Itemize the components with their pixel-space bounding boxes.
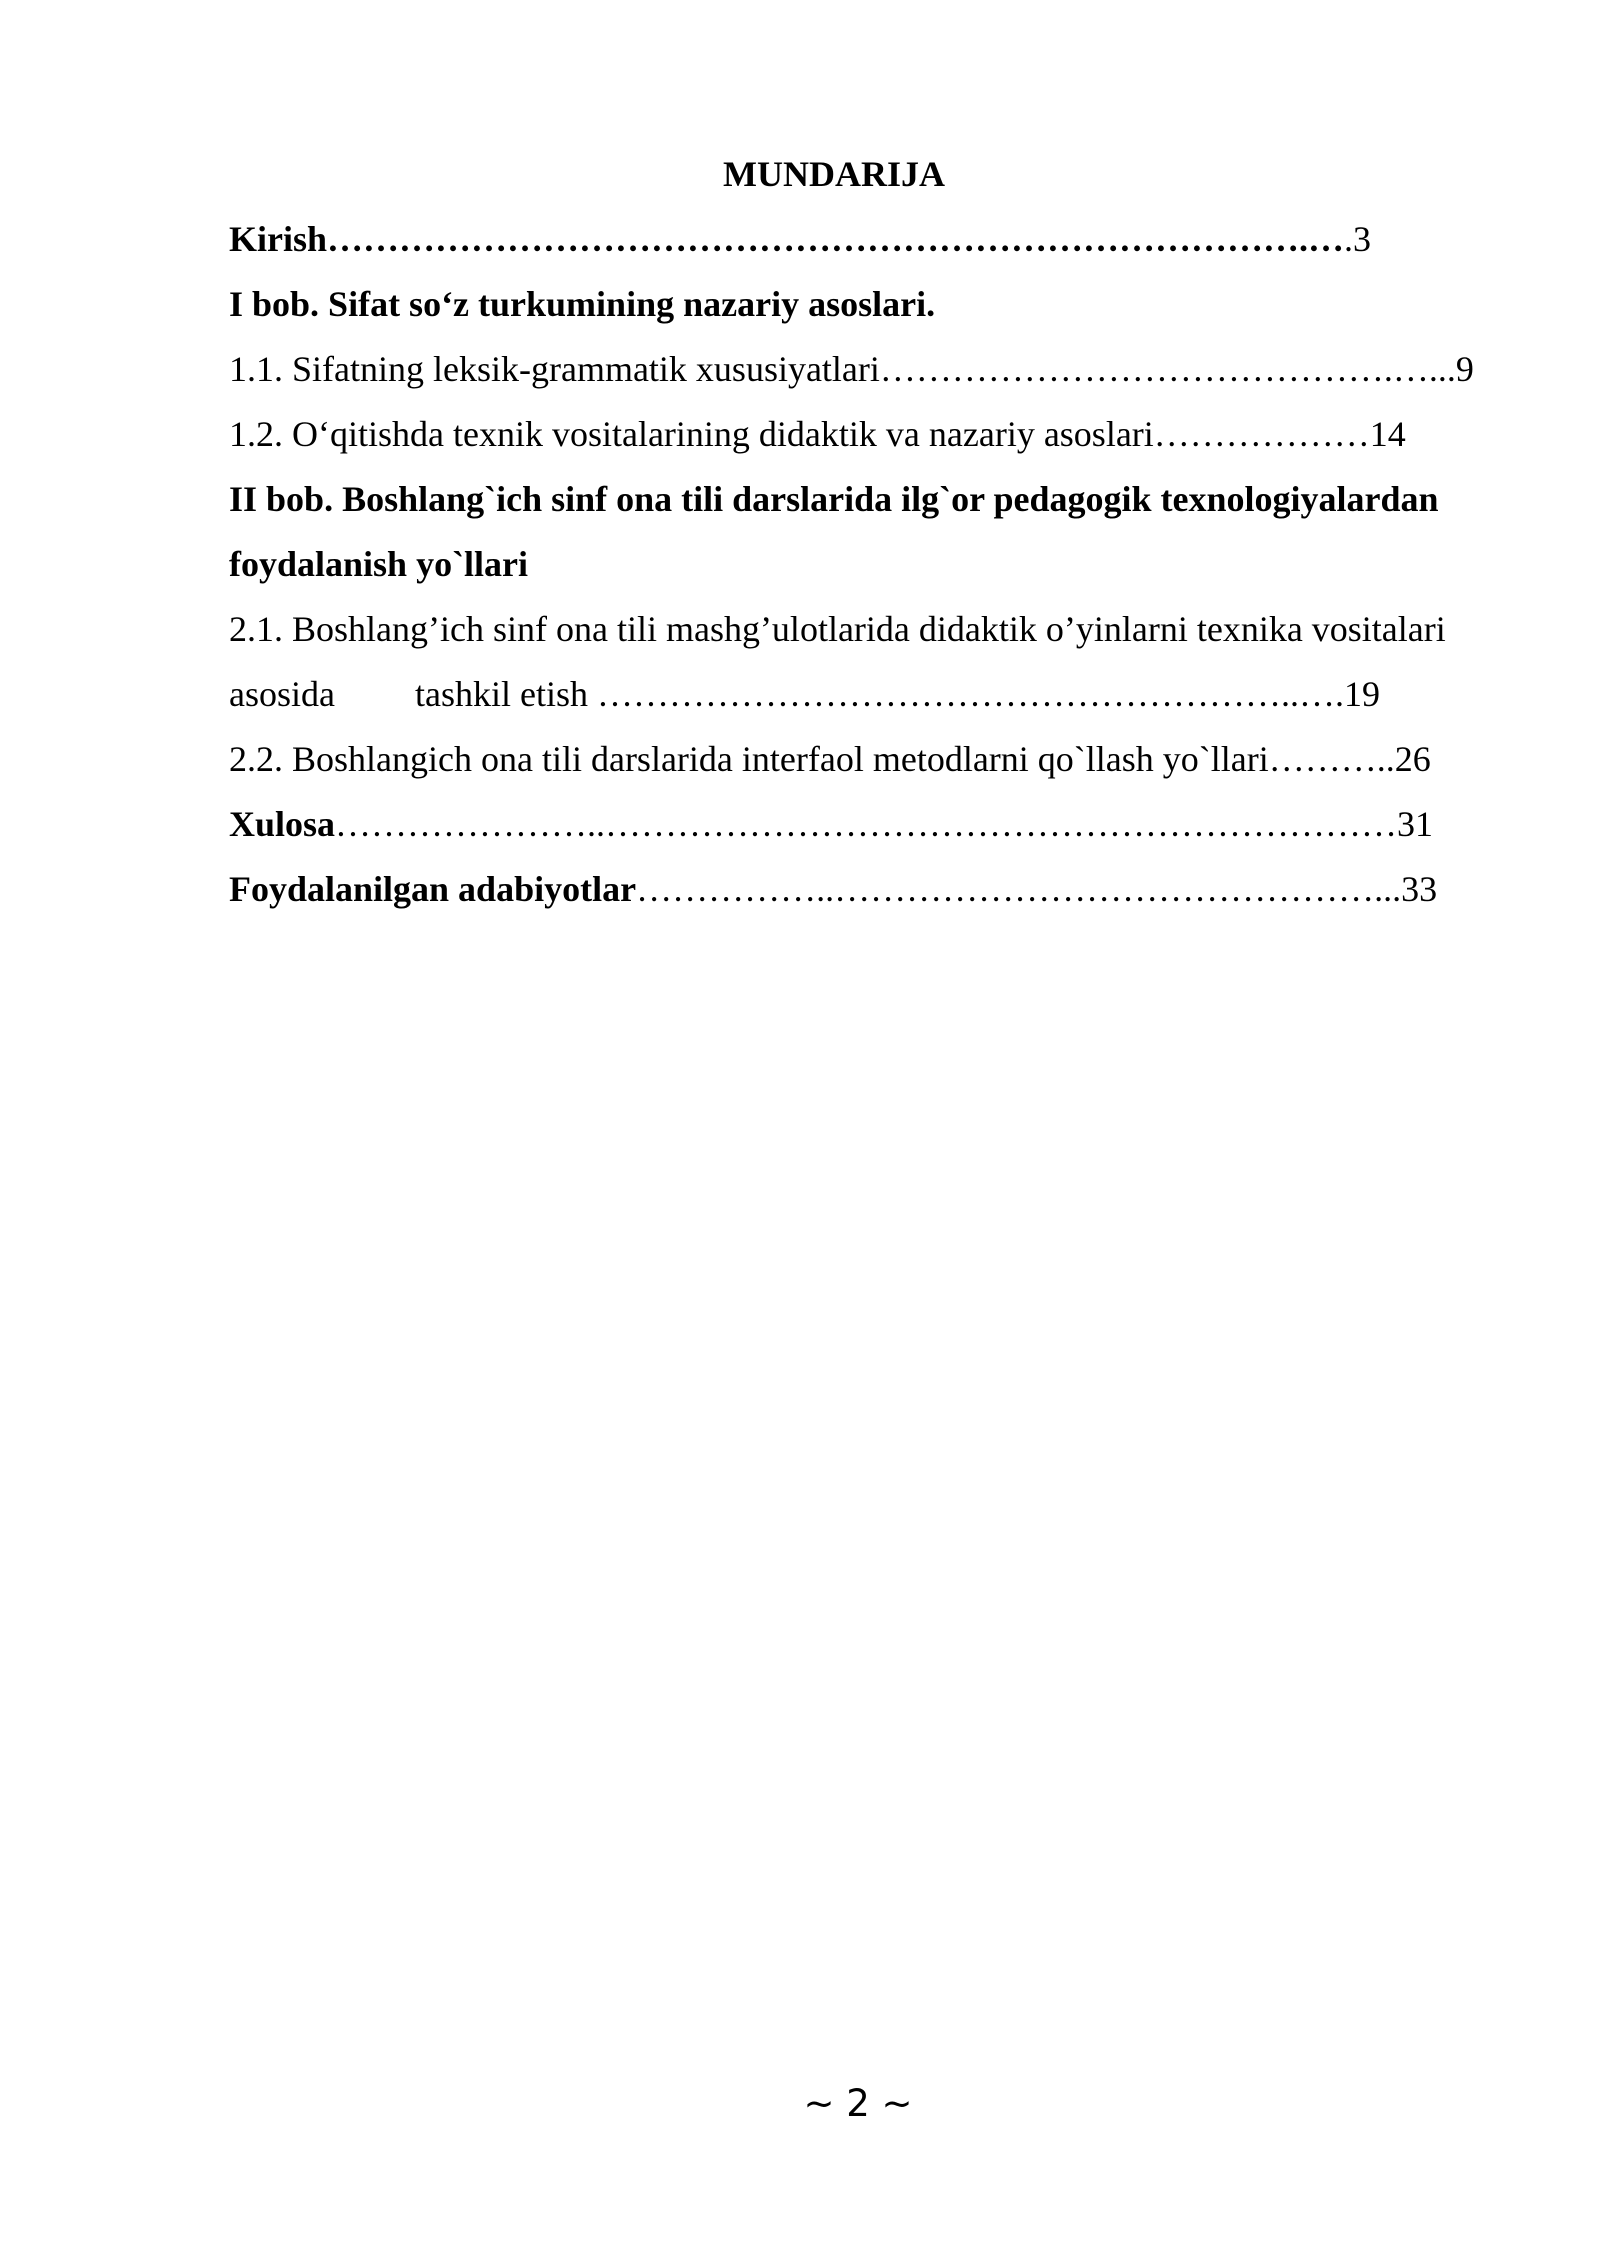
page-footer-number: ~ 2 ~	[803, 2082, 913, 2125]
toc-page-number: 14	[1369, 414, 1406, 454]
toc-entry-label: 1.2. O‘qitishda texnik vositalarining didaktik va nazariy asoslari	[229, 414, 1154, 454]
toc-entry-label: Foydalanilgan adabiyotlar	[229, 869, 637, 909]
toc-entry-references	[229, 867, 1489, 932]
toc-entry-xulosa	[229, 802, 1489, 867]
toc-entry-2-1-continued	[229, 672, 1489, 737]
toc-page-number: .9	[1446, 349, 1474, 389]
table-of-contents	[229, 217, 1489, 932]
toc-page-number: 31	[1397, 804, 1434, 844]
toc-page-number: .3	[1344, 219, 1372, 259]
toc-page-number: 26	[1394, 739, 1431, 779]
toc-chapter-2-heading-continued: foydalanish yo`llari	[229, 544, 529, 584]
toc-entry-2-2	[229, 737, 1489, 802]
toc-leader: …………………………………………………..….	[596, 674, 1344, 714]
toc-leader: …………………………………….…..	[879, 349, 1447, 389]
toc-leader: ………..	[1268, 739, 1395, 779]
toc-leader: ……………..………………………………………...	[636, 869, 1402, 909]
toc-page-number: 19	[1343, 674, 1380, 714]
toc-entry-label: Kirish	[229, 219, 328, 259]
toc-leader: ……………………………………………………………………….…	[327, 219, 1345, 259]
toc-entry-kirish	[229, 217, 1489, 282]
toc-leader: ………………	[1153, 414, 1370, 454]
toc-entry-label: tashkil etish	[414, 674, 588, 714]
toc-chapter-1-heading: I bob. Sifat so‘z turkumining nazariy asoslari.	[229, 284, 936, 324]
toc-entry-1-2	[229, 412, 1489, 477]
toc-page-number: 33	[1401, 869, 1438, 909]
toc-entry-label: 2.2. Boshlangich ona tili darslarida interfaol metodlarni qo`llash yo`llari	[229, 739, 1269, 779]
toc-entry-2-1: 2.1. Boshlang’ich sinf ona tili mashg’ulotlarida didaktik o’yinlarni texnika vositalari	[229, 609, 1446, 649]
toc-entry-label: Xulosa	[229, 804, 336, 844]
toc-entry-1-1	[229, 347, 1489, 412]
page-title: MUNDARIJA	[723, 154, 945, 194]
toc-chapter-2-heading: II bob. Boshlang`ich sinf ona tili darslarida ilg`or pedagogik texnologiyalardan	[229, 479, 1439, 519]
toc-entry-label: asosida	[229, 674, 335, 714]
toc-entry-label: 1.1. Sifatning leksik-grammatik xususiyatlari	[229, 349, 880, 389]
toc-leader: …………………..…………………………………………………………	[335, 804, 1398, 844]
